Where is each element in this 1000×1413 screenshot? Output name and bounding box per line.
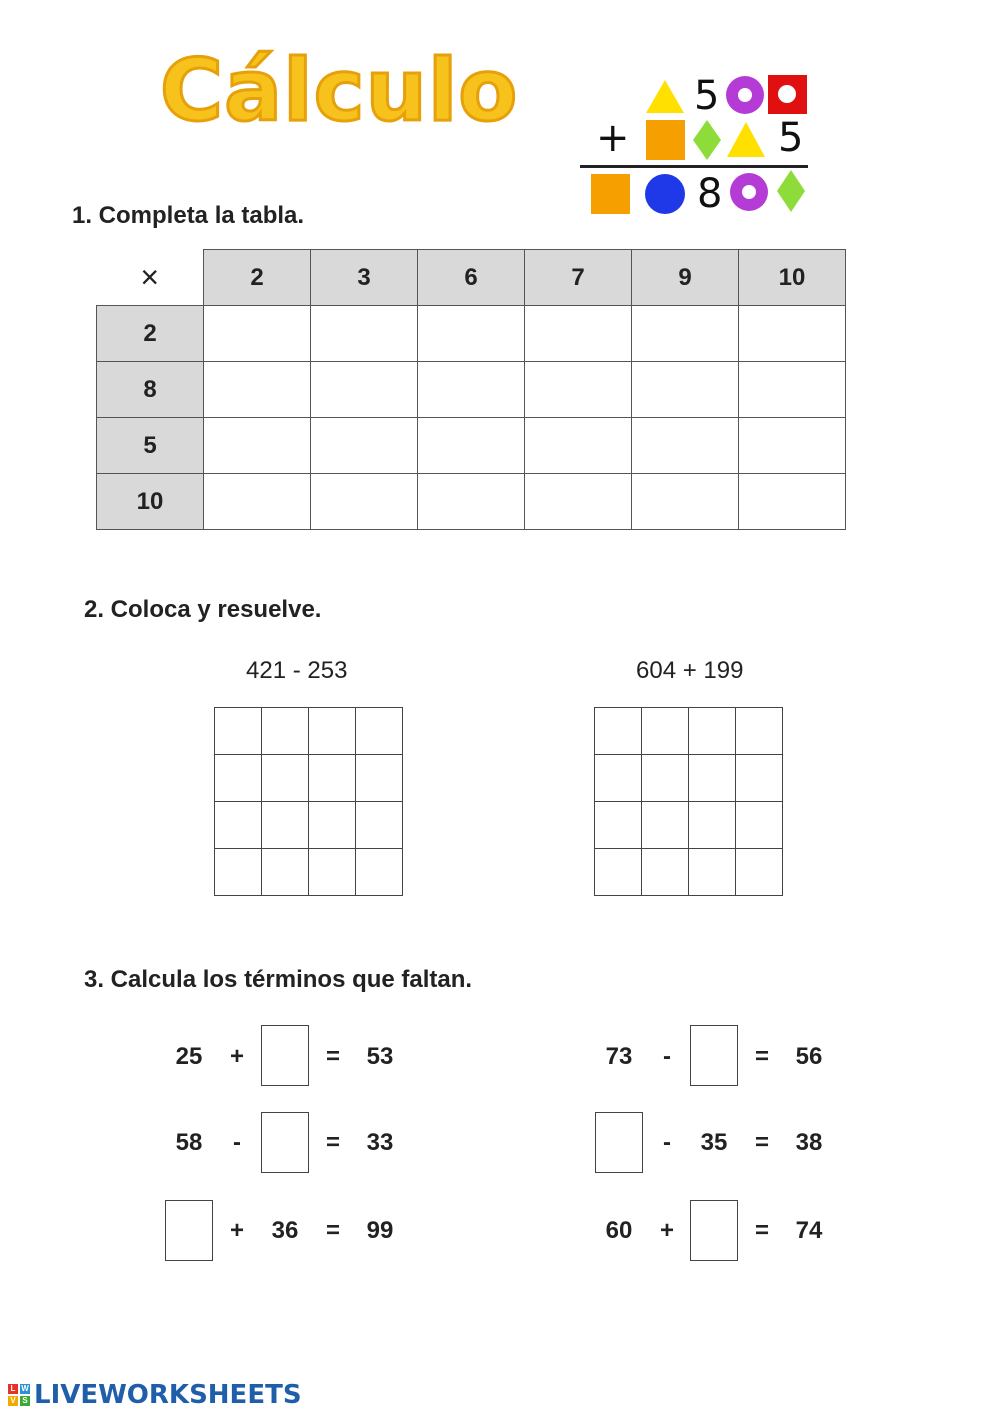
answer-cell[interactable] — [632, 418, 739, 474]
logo-letter: V — [8, 1396, 18, 1406]
eq2-term-a: 58 — [175, 1129, 203, 1156]
column-header: 7 — [525, 250, 632, 306]
eq2-result: 33 — [366, 1129, 394, 1156]
column-header: 9 — [632, 250, 739, 306]
eq6-missing-box[interactable] — [690, 1200, 738, 1261]
grid-cell[interactable] — [215, 802, 262, 849]
column-grid-addition — [594, 707, 783, 896]
answer-cell[interactable] — [311, 474, 418, 530]
eq1-operator: + — [229, 1043, 244, 1070]
grid-cell[interactable] — [215, 755, 262, 802]
eq6-result: 74 — [795, 1217, 823, 1244]
answer-cell[interactable] — [632, 474, 739, 530]
grid-cell[interactable] — [595, 849, 642, 896]
table-row — [97, 474, 846, 530]
grid-cell[interactable] — [215, 708, 262, 755]
multiply-symbol: × — [97, 250, 204, 306]
eq2-missing-box[interactable] — [261, 1112, 309, 1173]
grid-cell[interactable] — [736, 802, 783, 849]
grid-cell[interactable] — [309, 849, 356, 896]
puzzle-plus-sign: + — [596, 115, 630, 161]
answer-cell[interactable] — [632, 306, 739, 362]
eq3-result: 99 — [366, 1217, 394, 1244]
eq6-term-a: 60 — [605, 1217, 633, 1244]
eq6-equals: = — [754, 1217, 769, 1244]
eq5-missing-box[interactable] — [595, 1112, 643, 1173]
answer-cell[interactable] — [418, 418, 525, 474]
grid-cell[interactable] — [262, 849, 309, 896]
answer-cell[interactable] — [525, 362, 632, 418]
liveworksheets-footer[interactable] — [8, 1380, 302, 1410]
grid-cell[interactable] — [309, 755, 356, 802]
grid-cell[interactable] — [595, 755, 642, 802]
grid-cell[interactable] — [309, 802, 356, 849]
section1-heading: 1. Completa la tabla. — [72, 202, 305, 229]
logo-letter: L — [8, 1384, 18, 1394]
worksheet-title: Cálculo — [160, 41, 519, 141]
table-header-row — [97, 250, 846, 306]
answer-cell[interactable] — [311, 362, 418, 418]
eq5-result: 38 — [795, 1129, 823, 1156]
puzzle-sum-line — [580, 165, 808, 168]
grid-cell[interactable] — [262, 755, 309, 802]
grid-cell[interactable] — [736, 708, 783, 755]
column-header: 2 — [204, 250, 311, 306]
blue-circle-icon — [645, 174, 685, 214]
grid-cell[interactable] — [689, 755, 736, 802]
eq4-term-a: 73 — [605, 1043, 633, 1070]
orange-square-icon-2 — [591, 174, 630, 214]
answer-cell[interactable] — [525, 306, 632, 362]
logo-letter: W — [21, 1384, 29, 1393]
multiplication-table — [96, 249, 846, 530]
eq1-equals: = — [325, 1043, 340, 1070]
column-header: 3 — [311, 250, 418, 306]
eq3-term-b: 36 — [271, 1217, 299, 1244]
column-header: 10 — [739, 250, 846, 306]
eq5-term-b: 35 — [700, 1129, 728, 1156]
operation-label-addition: 604 + 199 — [636, 657, 744, 684]
grid-cell[interactable] — [736, 849, 783, 896]
answer-cell[interactable] — [204, 362, 311, 418]
answer-cell[interactable] — [739, 306, 846, 362]
grid-cell[interactable] — [309, 708, 356, 755]
grid-cell[interactable] — [215, 849, 262, 896]
answer-cell[interactable] — [418, 306, 525, 362]
eq2-equals: = — [325, 1129, 340, 1156]
grid-cell[interactable] — [689, 708, 736, 755]
yellow-triangle-icon — [646, 80, 684, 113]
grid-cell[interactable] — [595, 802, 642, 849]
eq5-operator: - — [663, 1129, 671, 1156]
eq1-result: 53 — [366, 1043, 394, 1070]
eq3-missing-box[interactable] — [165, 1200, 213, 1261]
answer-cell[interactable] — [311, 306, 418, 362]
liveworksheets-logo-icon — [8, 1384, 30, 1406]
answer-cell[interactable] — [739, 362, 846, 418]
grid-cell[interactable] — [356, 708, 403, 755]
answer-cell[interactable] — [204, 474, 311, 530]
section2-heading: 2. Coloca y resuelve. — [84, 596, 322, 623]
grid-cell[interactable] — [642, 849, 689, 896]
eq3-operator: + — [229, 1217, 244, 1244]
grid-cell[interactable] — [262, 708, 309, 755]
answer-cell[interactable] — [204, 306, 311, 362]
answer-cell[interactable] — [739, 474, 846, 530]
grid-cell[interactable] — [642, 708, 689, 755]
eq1-missing-box[interactable] — [261, 1025, 309, 1086]
row-header: 10 — [97, 474, 204, 530]
eq3-equals: = — [325, 1217, 340, 1244]
grid-cell[interactable] — [262, 802, 309, 849]
table-row — [97, 362, 846, 418]
grid-cell[interactable] — [689, 802, 736, 849]
grid-cell[interactable] — [642, 802, 689, 849]
eq4-result: 56 — [795, 1043, 823, 1070]
answer-cell[interactable] — [418, 362, 525, 418]
grid-cell[interactable] — [356, 802, 403, 849]
green-diamond-icon-2 — [777, 170, 805, 212]
puzzle-digit-row3: 8 — [697, 171, 723, 217]
answer-cell[interactable] — [632, 362, 739, 418]
column-grid-subtraction — [214, 707, 403, 896]
orange-square-icon — [646, 120, 685, 160]
table-row — [97, 418, 846, 474]
answer-cell[interactable] — [739, 418, 846, 474]
liveworksheets-brand: LIVEWORKSHEETS — [34, 1380, 302, 1410]
answer-cell[interactable] — [311, 418, 418, 474]
puzzle-digit-row1: 5 — [694, 73, 720, 119]
grid-cell[interactable] — [689, 849, 736, 896]
grid-cell[interactable] — [356, 849, 403, 896]
answer-cell[interactable] — [204, 418, 311, 474]
green-diamond-icon — [693, 120, 721, 160]
table-row — [97, 306, 846, 362]
grid-cell[interactable] — [642, 755, 689, 802]
row-header: 8 — [97, 362, 204, 418]
eq4-operator: - — [663, 1043, 671, 1070]
eq4-missing-box[interactable] — [690, 1025, 738, 1086]
section3-heading: 3. Calcula los términos que faltan. — [84, 966, 473, 993]
grid-cell[interactable] — [595, 708, 642, 755]
grid-cell[interactable] — [736, 755, 783, 802]
eq6-operator: + — [659, 1217, 674, 1244]
column-header: 6 — [418, 250, 525, 306]
eq2-operator: - — [233, 1129, 241, 1156]
row-header: 2 — [97, 306, 204, 362]
answer-cell[interactable] — [525, 474, 632, 530]
puzzle-digit-row2: 5 — [778, 115, 804, 161]
answer-cell[interactable] — [418, 474, 525, 530]
answer-cell[interactable] — [525, 418, 632, 474]
row-header: 5 — [97, 418, 204, 474]
grid-cell[interactable] — [356, 755, 403, 802]
logo-letter: S — [20, 1396, 30, 1406]
yellow-triangle-icon-2 — [727, 122, 765, 157]
eq4-equals: = — [754, 1043, 769, 1070]
operation-label-subtraction: 421 - 253 — [246, 657, 348, 684]
eq1-term-a: 25 — [175, 1043, 203, 1070]
eq5-equals: = — [754, 1129, 769, 1156]
